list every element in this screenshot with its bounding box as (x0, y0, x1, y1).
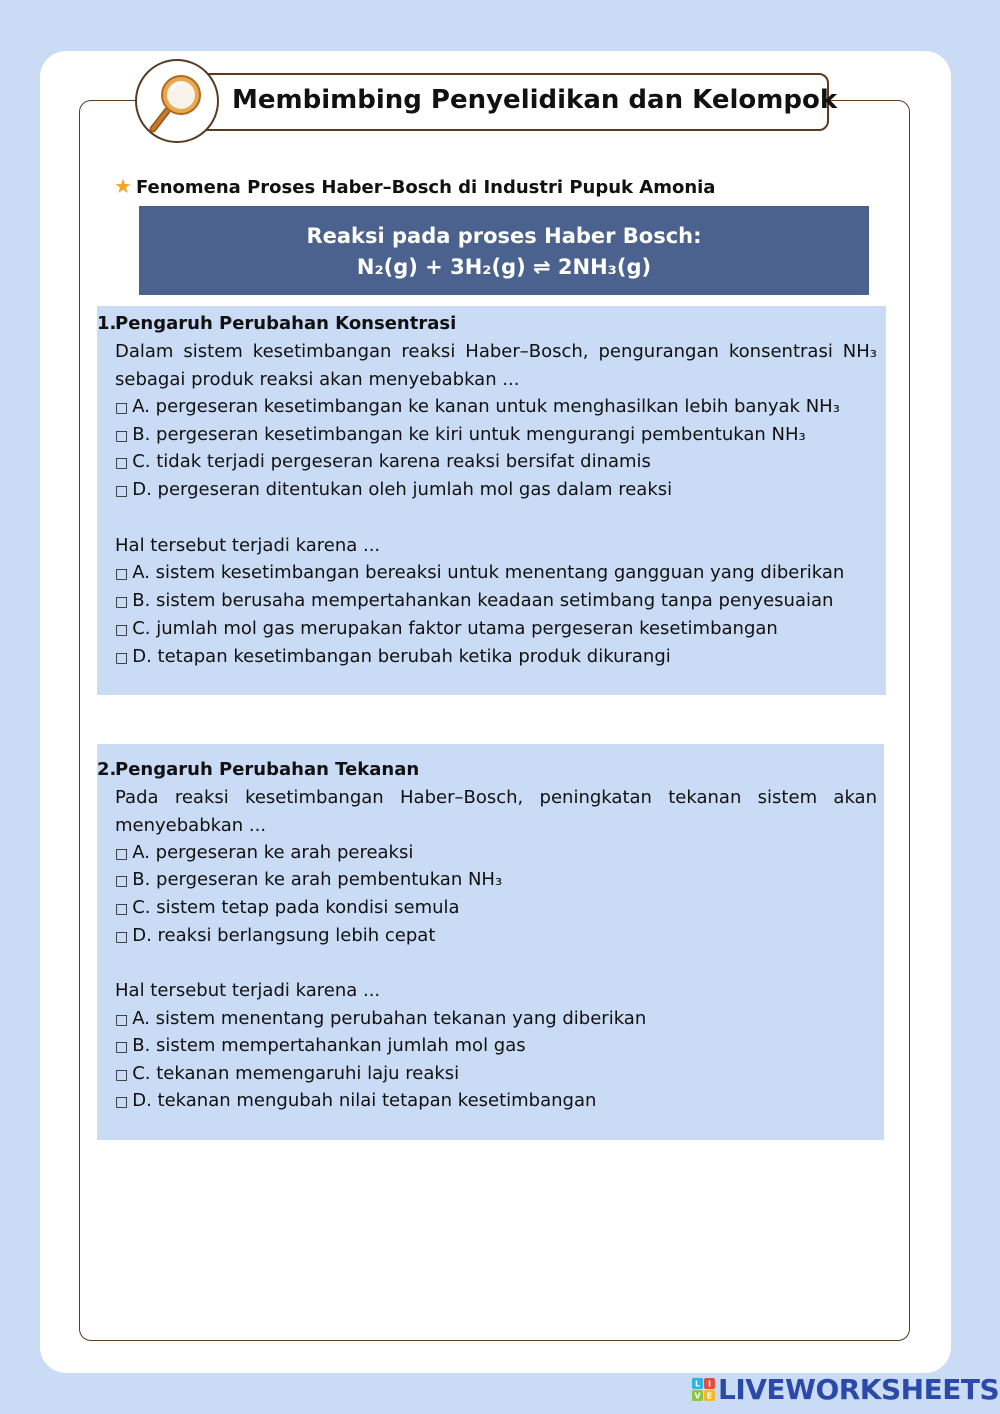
checkbox-icon[interactable]: □ (115, 1067, 129, 1083)
question-2-reason-d[interactable]: □ D. tekanan mengubah nilai tetapan kesetimbangan (115, 1090, 597, 1111)
question-1-number: 1. (97, 313, 117, 334)
magnifier-badge (135, 59, 219, 143)
logo-letter-e: E (706, 1391, 713, 1401)
phenomenon-heading (114, 174, 715, 200)
question-1-text: Dalam sistem kesetimbangan reaksi Haber–Bosch, pengurangan konsentrasi NH₃ sebagai produk reaksi akan menyebabkan ... (115, 341, 877, 390)
checkbox-icon[interactable]: □ (115, 1012, 129, 1028)
liveworksheets-logo-icon (692, 1378, 716, 1402)
checkbox-icon[interactable]: □ (115, 901, 129, 917)
question-1-option-a[interactable]: □ A. pergeseran kesetimbangan ke kanan untuk menghasilkan lebih banyak NH₃ (115, 396, 840, 417)
logo-letter-l: L (694, 1379, 701, 1389)
star-icon: ★ (114, 174, 132, 198)
reaction-equation: N₂(g) + 3H₂(g) ⇌ 2NH₃(g) (356, 255, 652, 279)
checkbox-icon[interactable]: □ (115, 1039, 129, 1055)
question-2-reason-heading: Hal tersebut terjadi karena ... (115, 980, 381, 1001)
question-2-option-d[interactable]: □ D. reaksi berlangsung lebih cepat (115, 925, 436, 946)
question-1-option-b[interactable]: □ B. pergeseran kesetimbangan ke kiri untuk mengurangi pembentukan NH₃ (115, 424, 806, 445)
question-2-text: Pada reaksi kesetimbangan Haber–Bosch, peningkatan tekanan sistem akan menyebabkan ... (115, 787, 877, 836)
question-2-number: 2. (97, 759, 117, 780)
question-2-option-c[interactable]: □ C. sistem tetap pada kondisi semula (115, 897, 460, 918)
checkbox-icon[interactable]: □ (115, 650, 129, 666)
reaction-title: Reaksi pada proses Haber Bosch: (306, 224, 702, 248)
question-1-reason-c[interactable]: □ C. jumlah mol gas merupakan faktor utama pergeseran kesetimbangan (115, 618, 778, 639)
question-2-box (97, 744, 884, 1140)
question-1-reason-b[interactable]: □ B. sistem berusaha mempertahankan keadaan setimbang tanpa penyesuaian (115, 590, 834, 611)
liveworksheets-logo-text: LIVEWORKSHEETS (718, 1373, 1000, 1406)
question-1-heading: Pengaruh Perubahan Konsentrasi (115, 313, 457, 334)
page-title: Membimbing Penyelidikan dan Kelompok (232, 85, 838, 115)
checkbox-icon[interactable]: □ (115, 929, 129, 945)
checkbox-icon[interactable]: □ (115, 622, 129, 638)
checkbox-icon[interactable]: □ (115, 594, 129, 610)
logo-letter-v: V (694, 1391, 701, 1401)
question-2-option-b[interactable]: □ B. pergeseran ke arah pembentukan NH₃ (115, 869, 503, 890)
question-1-reason-d[interactable]: □ D. tetapan kesetimbangan berubah ketika produk dikurangi (115, 646, 671, 667)
checkbox-icon[interactable]: □ (115, 1094, 129, 1110)
checkbox-icon[interactable]: □ (115, 455, 129, 471)
question-2-reason-c[interactable]: □ C. tekanan memengaruhi laju reaksi (115, 1063, 460, 1084)
checkbox-icon[interactable]: □ (115, 428, 129, 444)
checkbox-icon[interactable]: □ (115, 566, 129, 582)
question-1-option-c[interactable]: □ C. tidak terjadi pergeseran karena reaksi bersifat dinamis (115, 451, 651, 472)
question-1-reason-a[interactable]: □ A. sistem kesetimbangan bereaksi untuk menentang gangguan yang diberikan (115, 562, 845, 583)
question-2-reason-b[interactable]: □ B. sistem mempertahankan jumlah mol gas (115, 1035, 526, 1056)
checkbox-icon[interactable]: □ (115, 873, 129, 889)
checkbox-icon[interactable]: □ (115, 483, 129, 499)
question-1-reason-heading: Hal tersebut terjadi karena ... (115, 535, 381, 556)
question-2-option-a[interactable]: □ A. pergeseran ke arah pereaksi (115, 842, 414, 863)
phenomenon-label: Fenomena Proses Haber–Bosch di Industri Pupuk Amonia (135, 177, 716, 198)
logo-letter-i: I (708, 1379, 711, 1389)
question-2-heading: Pengaruh Perubahan Tekanan (115, 759, 420, 780)
question-1-option-d[interactable]: □ D. pergeseran ditentukan oleh jumlah mol gas dalam reaksi (115, 479, 673, 500)
checkbox-icon[interactable]: □ (115, 400, 129, 416)
magnifier-icon (145, 69, 211, 135)
question-1-box (97, 306, 886, 695)
reaction-banner (139, 206, 869, 295)
question-2-reason-a[interactable]: □ A. sistem menentang perubahan tekanan yang diberikan (115, 1008, 647, 1029)
checkbox-icon[interactable]: □ (115, 846, 129, 862)
